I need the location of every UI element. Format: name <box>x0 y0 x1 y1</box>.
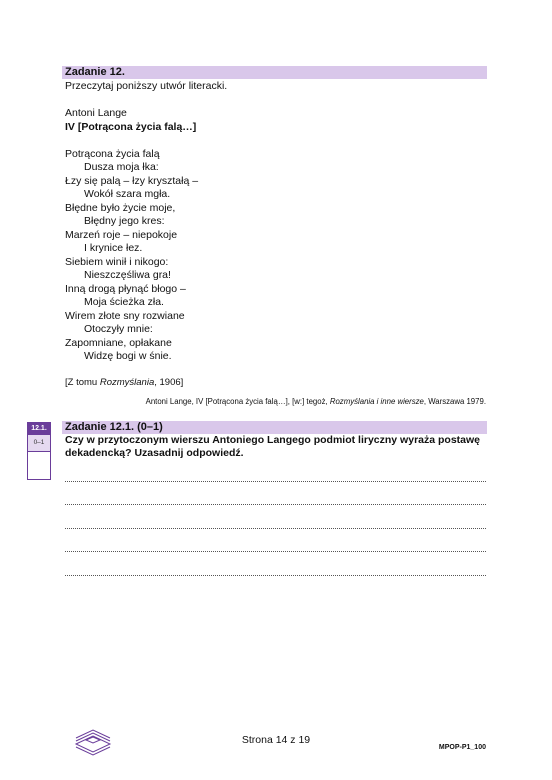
source-citation: Antoni Lange, IV [Potrącona życia falą…], [w:] tegoż, Rozmyślania i inne wiersze, Warszawa 1979. <box>145 397 486 406</box>
source-book-title: Rozmyślania i inne wiersze <box>329 397 424 406</box>
subtask-question: Czy w przytoczonym wierszu Antoniego Langego podmiot liryczny wyraża postawę dekadencką? Uzasadnij odpowiedź. <box>65 434 481 459</box>
from-volume-note: [Z tomu Rozmyślania, 1906] <box>65 377 184 388</box>
answer-line[interactable] <box>65 528 486 529</box>
subtask-number: 12.1. <box>28 423 50 435</box>
poem-line: Nieszczęśliwa gra! <box>84 269 171 281</box>
poem-line: Wokół szara mgła. <box>84 188 171 200</box>
answer-line[interactable] <box>65 504 486 505</box>
score-box <box>27 422 51 480</box>
exam-code: MPOP-P1_100 <box>438 744 486 751</box>
subtask-title-bar <box>62 421 487 434</box>
poem-line: Błędny jego kres: <box>84 215 165 227</box>
poem-line: Marzeń roje – niepokoje <box>65 229 178 241</box>
task-title: Zadanie 12. <box>65 66 125 78</box>
task-instruction: Przeczytaj poniższy utwór literacki. <box>65 80 228 92</box>
page-number: Strona 14 z 19 <box>241 734 311 746</box>
poem-title: IV [Potrącona życia falą…] <box>65 121 197 133</box>
poem-line: Widzę bogi w śnie. <box>84 350 172 362</box>
poem-line: Inną drogą płynąć błogo – <box>65 283 186 295</box>
poem-author: Antoni Lange <box>65 107 127 119</box>
poem-line: Potrącona życia falą <box>65 148 160 160</box>
subtask-points: 0–1 <box>28 435 50 452</box>
poem-line: Zapomniane, opłakane <box>65 337 172 349</box>
poem-line: Dusza moja łka: <box>84 161 159 173</box>
poem-line: Wirem złote sny rozwiane <box>65 310 185 322</box>
poem-line: Otoczyły mnie: <box>84 323 153 335</box>
answer-line[interactable] <box>65 575 486 576</box>
answer-line[interactable] <box>65 481 486 482</box>
poem-line: Moja ścieżka zła. <box>84 296 164 308</box>
answer-line[interactable] <box>65 551 486 552</box>
subtask-title: Zadanie 12.1. (0–1) <box>65 421 163 433</box>
poem-line: Siebiem winił i nikogo: <box>65 256 169 268</box>
poem-line: Łzy się palą – łzy kryształą – <box>65 175 199 187</box>
poem-line: Błędne było życie moje, <box>65 202 176 214</box>
volume-title: Rozmyślania <box>99 377 155 388</box>
task-title-bar <box>62 66 487 79</box>
poem-line: I krynice łez. <box>84 242 143 254</box>
